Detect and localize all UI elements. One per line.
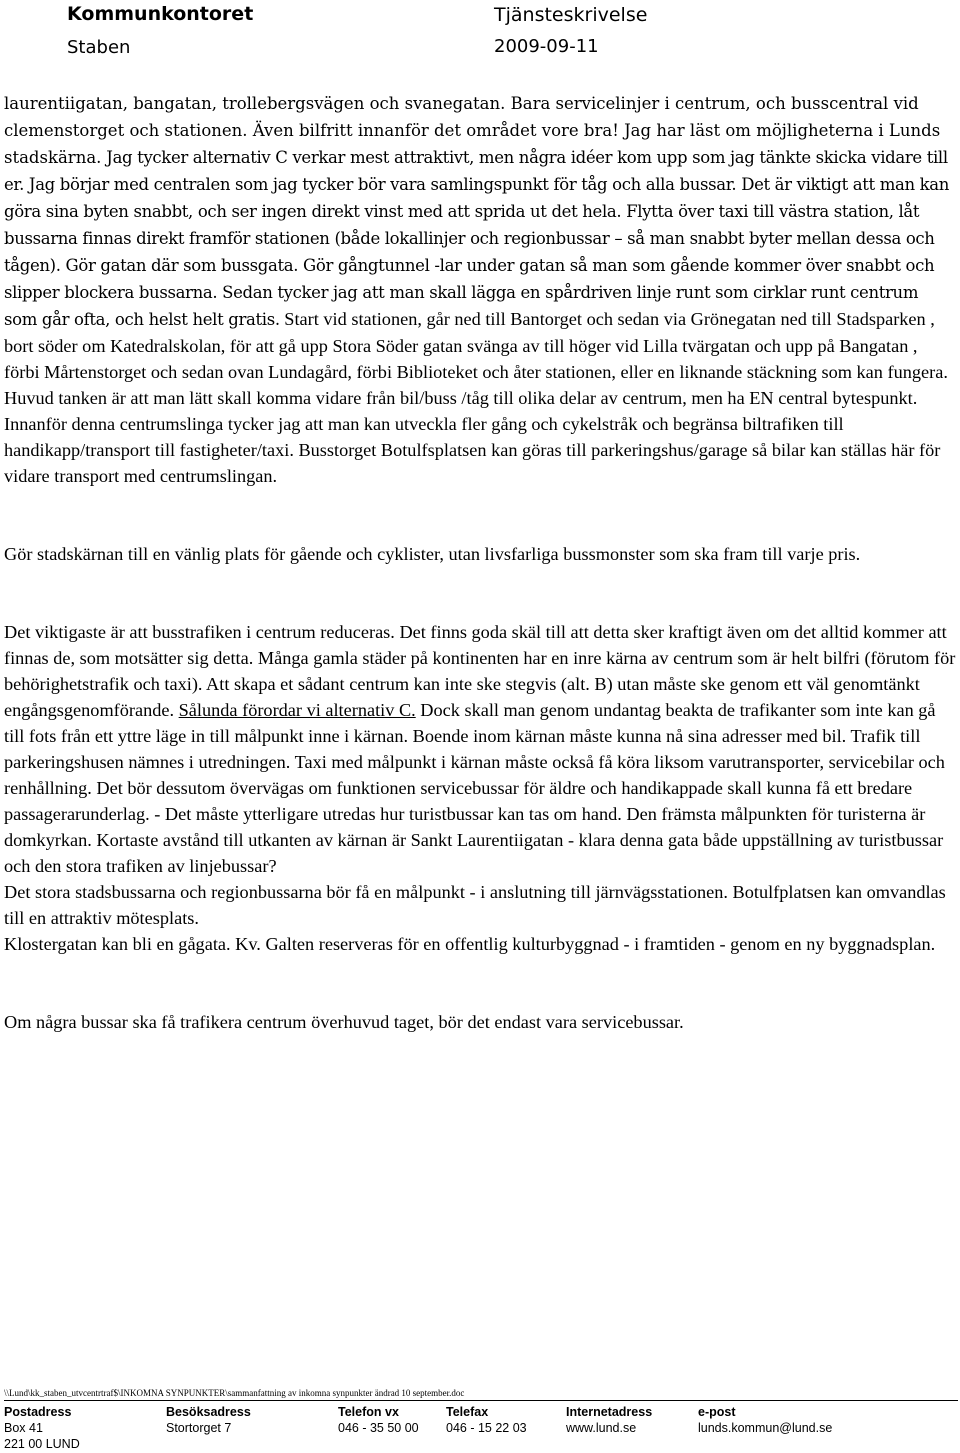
paragraph-7: Om några bussar ska få trafikera centrum överhuvud taget, bör det endast vara servicebussar. (4, 1012, 684, 1032)
paragraph-1-route: Start vid stationen, går ned till Bantorget och sedan via Grönegatan ned till Stadsparken , bort söder om Katedralskolan, för att gå upp Stora Söder gatan svänga av till höger vid Lilla tvärgatan och upp på Bangatan , förbi Mårtenstorget och sedan ovan Lundagård, förbi Biblioteket och åter stationen, eller en liknande stäckning som kan fungera. (4, 309, 948, 382)
footer-column-visit (166, 1404, 251, 1436)
paragraph-1 (4, 90, 956, 385)
footer-heading: Telefon vx (338, 1405, 399, 1419)
footer-value: Box 41 (4, 1421, 43, 1435)
paragraph-4 (4, 619, 956, 879)
footer-column-web (566, 1404, 652, 1436)
paragraph-1-opening: laurentiigatan, bangatan, trollebergsvägen och svanegatan. Bara servicelinjer i centrum, och busscentral vid clemenstorget och stationen. Även bilfritt innanför det området vore bra! Jag har läst om möjligheterna i Lunds stadskärna. (4, 94, 941, 167)
paragraph-4-text: Det viktigaste är att busstrafiken i centrum reduceras. Det finns goda skäl till att detta sker kraftigt även om det alltid kommer att finnas de, som motsätter sig detta. Många gamla städer på kontinenten har en inre kärna av centrum som är helt bilfri (förutom för behörighetstrafik och taxi). Att skapa et sådant centrum kan inte ske stegvis (alt. B) utan måste ske genom ett väl genomtänkt engångsgenomförande. (4, 622, 956, 720)
paragraph-6: Klostergatan kan bli en gågata. Kv. Galten reserveras för en offentlig kulturbyggnad - i framtiden - genom en ny byggnadsplan. (4, 934, 936, 954)
footer-value: lunds.kommun@lund.se (698, 1421, 833, 1435)
department-name: Staben (67, 37, 131, 58)
footer-value: www.lund.se (566, 1421, 637, 1435)
recommendation-underlined: Sålunda förordar vi alternativ C. (178, 700, 416, 720)
file-path: \\Lund\kk_staben_utvcentrtraf$\INKOMNA SYNPUNKTER\sammanfattning av inkomna synpunkter ändrad 10 september.doc (4, 1388, 958, 1401)
footer-heading: Internetadress (566, 1405, 653, 1419)
footer-value: Stortorget 7 (166, 1421, 232, 1435)
paragraph-2: Huvud tanken är att man lätt skall komma vidare från bil/buss /tåg till olika delar av centrum, men ha EN central bytespunkt. Innanför denna centrumslinga tycker jag att man kan utveckla fler gång och cykelstråk och begränsa biltrafiken till handikapp/transport till fastigheter/taxi. Busstorget Botulfsplatsen kan göras till parkeringshus/garage så bilar kan ställas här för vidare transport med centrumslingan. (4, 388, 941, 486)
paragraph-1-middle: Jag tycker alternativ C verkar mest attraktivt, men några idéer kom upp som jag tänkte skicka vidare till er. Jag börjar med centralen som jag tycker bör vara samlingspunkt för tåg och alla bussar. Det är viktigt att man kan göra sina byten snabbt, och ser ingen direkt vinst med att sprida ut det hela. Flytta över taxi till västra station, låt bussarna finnas direkt framför stationen (både lokallinjer och regionbussar – så man snabbt byter mellan dessa och tågen). Gör gatan där som bussgata. Gör gångtunnel -lar under gatan så man som gående kommer över snabbt och slipper blockera bussarna. Sedan tycker jag att man skall lägga en spårdriven linje runt som cirklar runt centrum som går ofta, och helst helt gratis. (4, 148, 950, 329)
paragraph-4-continued: Dock skall man genom undantag beakta de trafikanter som inte kan gå till fots från ett yttre läge in till målpunkt inne i kärnan. Boende inom kärnan måste kunna nå sina adresser med bil. Trafik till parkeringshusen nämnes i utredningen. Taxi med målpunkt i kärnan måste också få köra liksom varutransporter, servicebilar och renhållning. Det bör dessutom övervägas om funktionen servicebussar för äldre och handikappade skall kunna få ett bredare passagerarunderlag. - Det måste ytterligare utredas hur turistbussar kan tas om hand. Den främsta målpunkten för turisterna är domkyrkan. Kortaste avstånd till utkanten av kärnan är Sankt Laurentiigatan - klara denna gata både uppställning av turistbussar och den stora trafiken av linjebussar? (4, 700, 945, 876)
document-type: Tjänsteskrivelse (494, 4, 648, 26)
footer-heading: e-post (698, 1405, 736, 1419)
footer-column-postal (4, 1404, 80, 1452)
document-date: 2009-09-11 (494, 36, 599, 57)
letter-body (4, 90, 956, 1035)
paragraph-5: Det stora stadsbussarna och regionbussarna bör få en målpunkt - i anslutning till järnvägsstationen. Botulfplatsen kan omvandlas till en attraktiv mötesplats. (4, 882, 946, 928)
footer-value: 221 00 LUND (4, 1437, 80, 1451)
footer-column-phone (338, 1404, 419, 1436)
footer-heading: Postadress (4, 1405, 72, 1419)
paragraph-3: Gör stadskärnan till en vänlig plats för gående och cyklister, utan livsfarliga bussmonster som ska fram till varje pris. (4, 544, 861, 564)
footer-column-email (698, 1404, 832, 1436)
footer-value: 046 - 15 22 03 (446, 1421, 527, 1435)
footer-value: 046 - 35 50 00 (338, 1421, 419, 1435)
footer-heading: Besöksadress (166, 1405, 251, 1419)
footer-heading: Telefax (446, 1405, 489, 1419)
footer-column-fax (446, 1404, 527, 1436)
organization-name: Kommunkontoret (67, 3, 254, 25)
